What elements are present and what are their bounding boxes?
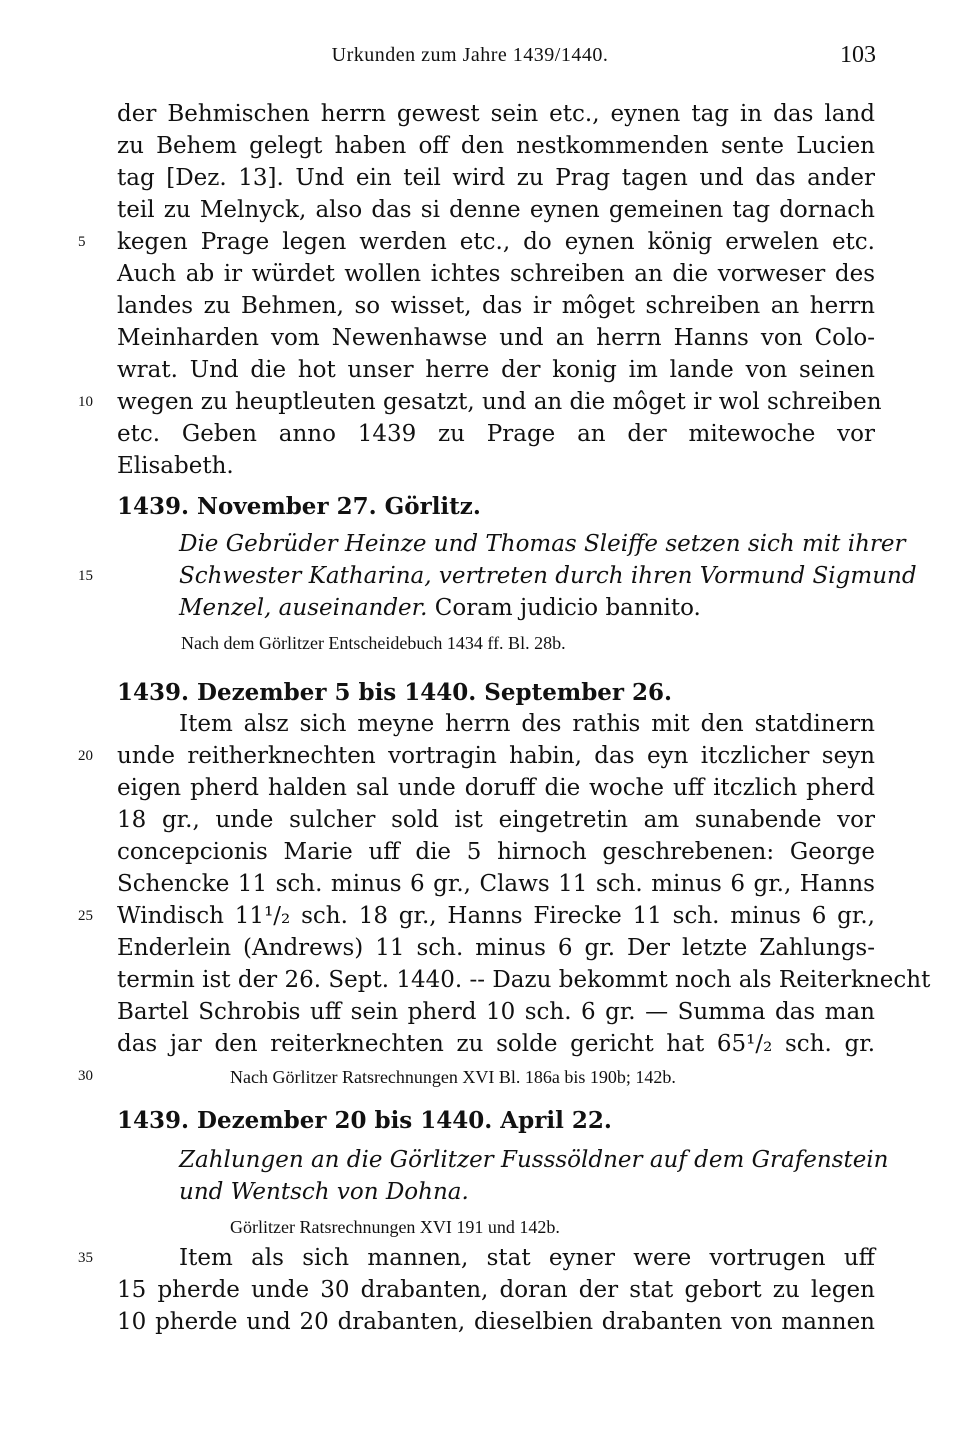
text-line: Windisch 11¹/₂ sch. 18 gr., Hanns Firecke 11 sch. minus 6 gr., [117,903,875,929]
line-number: 15 [78,568,93,584]
text-line: Enderlein (Andrews) 11 sch. minus 6 gr. Der letzte Zahlungs- [117,935,875,961]
running-title: Urkunden zum Jahre 1439/1440. [331,44,609,66]
text-line: etc. Geben anno 1439 zu Prage an der mitewoche vor [117,421,875,447]
summary-line: und Wentsch von Dohna. [179,1179,469,1205]
text-line: 10 pherde und 20 drabanten, dieselbien drabanten von mannen [117,1309,875,1335]
summary-roman: Coram judicio bannito. [427,595,701,621]
text-line: Schencke 11 sch. minus 6 gr., Claws 11 sch. minus 6 gr., Hanns [117,871,875,897]
text-line: tag [Dez. 13]. Und ein teil wird zu Prag tagen und das ander [117,165,875,191]
summary-line: Schwester Katharina, vertreten durch ihren Vormund Sigmund [179,563,917,589]
text-line: landes zu Behmen, so wisset, das ir môget schreiben an herrn [117,293,875,319]
text-line: 18 gr., unde sulcher sold ist eingetretin am sunabende vor [117,807,875,833]
text-line: Auch ab ir würdet wollen ichtes schreiben an die vorweser des [117,261,875,287]
text-line: concepcionis Marie uff die 5 hirnoch geschrebenen: George [117,839,875,865]
text-line: 15 pherde unde 30 drabanten, doran der stat gebort zu legen [117,1277,875,1303]
line-number: 35 [78,1250,93,1266]
text-line: termin ist der 26. Sept. 1440. -- Dazu bekommt noch als Reiterknecht [117,967,931,993]
entry-heading: 1439. Dezember 5 bis 1440. September 26. [117,679,673,706]
summary-line: Die Gebrüder Heinze und Thomas Sleiffe setzen sich mit ihrer [179,531,906,557]
line-number: 20 [78,748,93,764]
text-line: eigen pherd halden sal unde doruff die woche uff itczlich pherd [117,775,875,801]
summary-line [179,592,875,624]
text-line: Item alsz sich meyne herrn des rathis mit den statdinern [179,711,875,737]
text-line: Bartel Schrobis uff sein pherd 10 sch. 6 gr. — Summa das man [117,999,875,1025]
source-note: Nach Görlitzer Ratsrechnungen XVI Bl. 186a bis 190b; 142b. [230,1067,676,1087]
text-line: teil zu Melnyck, also das si denne eynen gemeinen tag dornach [117,197,875,223]
line-number: 5 [78,234,86,250]
entry-heading: 1439. Dezember 20 bis 1440. April 22. [117,1107,612,1134]
text-line: Item als sich mannen, stat eyner were vortrugen uff [179,1245,875,1271]
summary-line: Zahlungen an die Görlitzer Fusssöldner auf dem Grafenstein [179,1147,889,1173]
text-line: der Behmischen herrn gewest sein etc., eynen tag in das land [117,101,875,127]
text-line: unde reitherknechten vortragin habin, das eyn itczlicher seyn [117,743,875,769]
page-number: 103 [840,42,876,68]
source-note: Görlitzer Ratsrechnungen XVI 191 und 142b. [230,1217,560,1237]
text-line: wrat. Und die hot unser herre der konig im lande von seinen [117,357,875,383]
text-line: das jar den reiterknechten zu solde gericht hat 65¹/₂ sch. gr. [117,1031,875,1057]
text-line: zu Behem gelegt haben off den nestkommenden sente Lucien [117,133,875,159]
entry-heading: 1439. November 27. Görlitz. [117,493,481,520]
summary-italic: Menzel, auseinander. [179,595,428,621]
line-number: 30 [78,1068,93,1084]
text-line: kegen Prage legen werden etc., do eynen könig erwelen etc. [117,229,875,255]
text-line: wegen zu heuptleuten gesatzt, und an die môget ir wol schreiben [117,389,882,415]
text-line: Meinharden vom Newenhawse und an herrn Hanns von Colo- [117,325,875,351]
line-number: 25 [78,908,93,924]
line-number: 10 [78,394,93,410]
text-line: Elisabeth. [117,453,234,479]
source-note: Nach dem Görlitzer Entscheidebuch 1434 ff. Bl. 28b. [181,633,566,653]
